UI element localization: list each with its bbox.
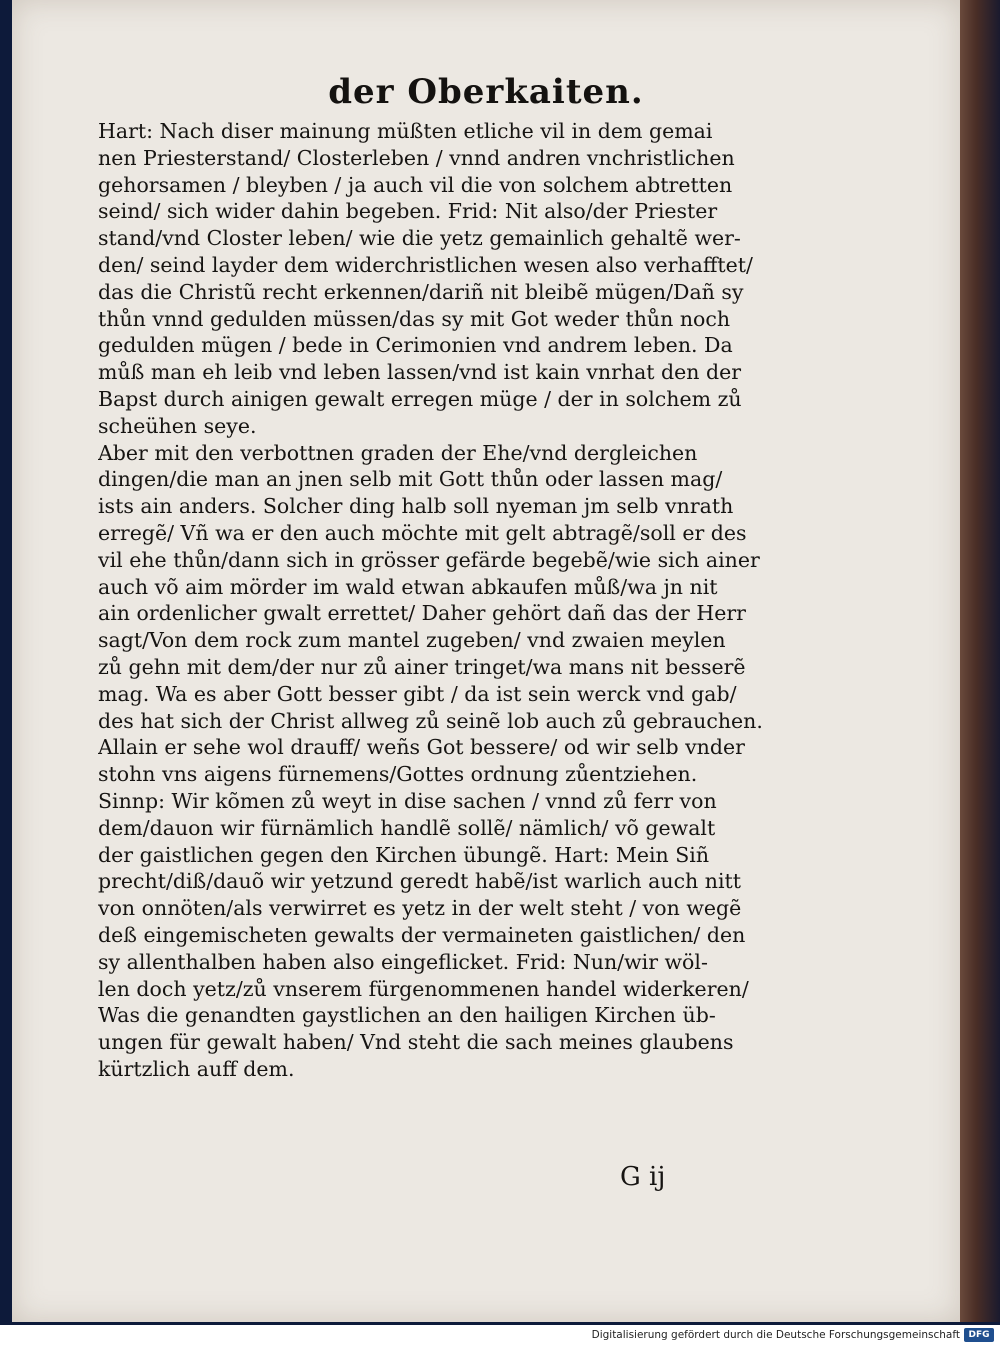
text-line: den/ seind layder dem widerchristlichen wesen also verhafftet/ bbox=[98, 252, 753, 277]
running-head: der Oberkaiten. bbox=[328, 72, 644, 112]
text-line: Sinnp: Wir kõmen zů weyt in dise sachen / vnnd zů ferr von bbox=[98, 788, 717, 813]
footer-bar bbox=[0, 1325, 1000, 1346]
text-line: stohn vns aigens fürnemens/Gottes ordnung zůentziehen. bbox=[98, 762, 698, 787]
text-line: auch võ aim mörder im wald etwan abkaufen můß/wa jn nit bbox=[98, 574, 718, 599]
text-line: ists ain anders. Solcher ding halb soll nyeman jm selb vnrath bbox=[98, 494, 734, 519]
text-line: thůn vnnd gedulden müssen/das sy mit Got weder thůn noch bbox=[98, 306, 731, 331]
text-line: Aber mit den verbottnen graden der Ehe/vnd dergleichen bbox=[98, 440, 698, 465]
book-edge bbox=[960, 0, 1000, 1322]
funding-notice: Digitalisierung gefördert durch die Deutsche Forschungsgemeinschaft bbox=[591, 1329, 960, 1341]
text-line: gedulden mügen / bede in Cerimonien vnd andrem leben. Da bbox=[98, 333, 733, 358]
text-line: der gaistlichen gegen den Kirchen übungẽ. Hart: Mein Siñ bbox=[98, 842, 710, 867]
text-line: sy allenthalben haben also eingeflicket. Frid: Nun/wir wöl- bbox=[98, 949, 708, 974]
text-line: ungen für gewalt haben/ Vnd steht die sach meines glaubens bbox=[98, 1030, 734, 1055]
text-line: nen Priesterstand/ Closterleben / vnnd andren vnchristlichen bbox=[98, 145, 735, 170]
text-line: kürtzlich auff dem. bbox=[98, 1056, 295, 1081]
signature-mark: G ij bbox=[620, 1162, 666, 1192]
text-line: ain ordenlicher gwalt errettet/ Daher gehört dañ das der Herr bbox=[98, 601, 746, 626]
text-line: gehorsamen / bleyben / ja auch vil die von solchem abtretten bbox=[98, 172, 733, 197]
body-text bbox=[98, 118, 788, 1083]
text-line: sagt/Von dem rock zum mantel zugeben/ vnd zwaien meylen bbox=[98, 628, 726, 653]
text-line: Was die genandten gaystlichen an den hailigen Kirchen üb- bbox=[98, 1003, 716, 1028]
text-line: von onnöten/als verwirret es yetz in der welt steht / von wegẽ bbox=[98, 896, 742, 921]
text-line: mag. Wa es aber Gott besser gibt / da ist sein werck vnd gab/ bbox=[98, 681, 737, 706]
text-line: dingen/die man an jnen selb mit Gott thůn oder lassen mag/ bbox=[98, 467, 723, 492]
text-line: erregẽ/ Vñ wa er den auch möchte mit gelt abtragẽ/soll er des bbox=[98, 520, 747, 545]
text-line: len doch yetz/zů vnserem fürgenommenen handel widerkeren/ bbox=[98, 976, 749, 1001]
text-line: vil ehe thůn/dann sich in grösser gefärde begebẽ/wie sich ainer bbox=[98, 547, 760, 572]
text-line: scheühen seye. bbox=[98, 413, 257, 438]
text-line: zů gehn mit dem/der nur zů ainer tringet/wa mans nit besserẽ bbox=[98, 654, 746, 679]
text-line: Bapst durch ainigen gewalt erregen müge / der in solchem zů bbox=[98, 386, 742, 411]
text-line: můß man eh leib vnd leben lassen/vnd ist kain vnrhat den der bbox=[98, 360, 742, 385]
text-line: das die Christũ recht erkennen/dariñ nit bleibẽ mügen/Dañ sy bbox=[98, 279, 744, 304]
text-line: seind/ sich wider dahin begeben. Frid: Nit also/der Priester bbox=[98, 199, 718, 224]
text-line: precht/diß/dauõ wir yetzund geredt habẽ/ist warlich auch nitt bbox=[98, 869, 742, 894]
text-line: Hart: Nach diser mainung müßten etliche vil in dem gemai bbox=[98, 119, 713, 143]
book-page bbox=[12, 0, 960, 1322]
dfg-logo-icon[interactable]: DFG bbox=[964, 1328, 994, 1342]
text-line: deß eingemischeten gewalts der vermaineten gaistlichen/ den bbox=[98, 922, 746, 947]
text-line: Allain er sehe wol drauff/ weñs Got bessere/ od wir selb vnder bbox=[98, 735, 745, 760]
text-line: des hat sich der Christ allweg zů seinẽ lob auch zů gebrauchen. bbox=[98, 708, 763, 733]
text-line: dem/dauon wir fürnämlich handlẽ sollẽ/ nämlich/ võ gewalt bbox=[98, 815, 716, 840]
text-line: stand/vnd Closter leben/ wie die yetz gemainlich gehaltẽ wer- bbox=[98, 226, 741, 251]
